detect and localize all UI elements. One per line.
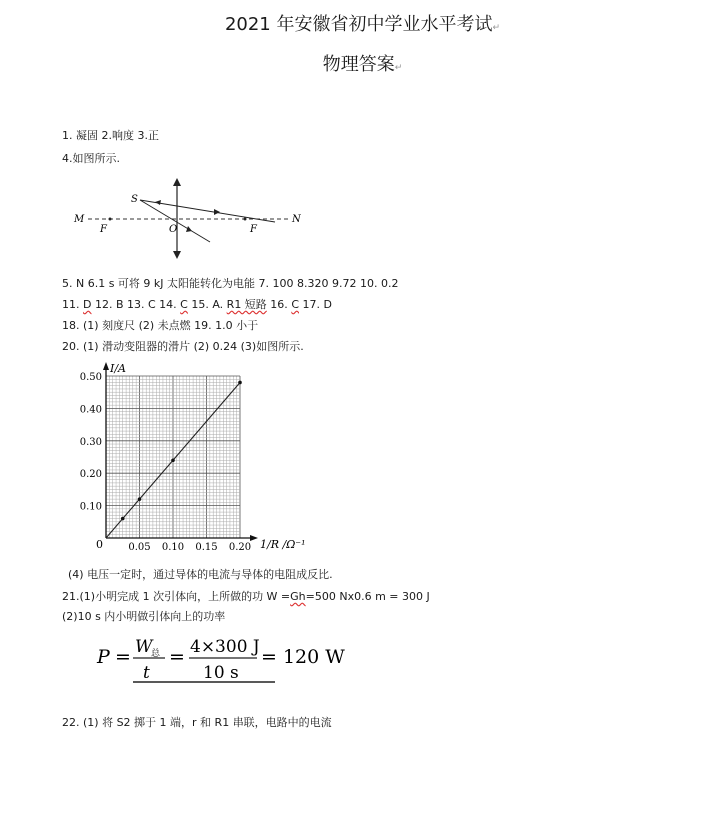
label-S: S — [131, 194, 138, 205]
x-axis-label: 1/R /Ω⁻¹ — [260, 538, 306, 551]
label-M: M — [74, 214, 85, 225]
formula-W: W — [135, 637, 153, 657]
formula-num: 4×300 J — [190, 637, 260, 657]
label-F-right: F — [250, 224, 257, 235]
answer-line-22: 22. (1) 将 S2 掷于 1 端，r 和 R1 串联，电路中的电流 — [62, 716, 332, 729]
answer-line-21-2: (2)10 s 内小明做引体向上的功率 — [62, 610, 226, 623]
data-point — [171, 458, 175, 462]
ray-arrow-2 — [186, 226, 192, 232]
data-point — [238, 381, 242, 385]
ray-refracted — [177, 206, 275, 222]
y-axis-arrow — [103, 362, 109, 370]
formula-result: = 120 W — [261, 646, 345, 668]
data-point — [138, 497, 142, 501]
x-axis-arrow — [250, 535, 258, 541]
current-vs-inverse-resistance-chart — [62, 358, 306, 558]
x-tick-label: 0.05 — [128, 542, 151, 553]
answer-line-20: 20. (1) 滑动变阻器的滑片 (2) 0.24 (3)如图所示. — [62, 340, 304, 353]
x-tick-label: 0.20 — [228, 542, 252, 553]
x-tick-label: 0.15 — [195, 542, 218, 553]
y-tick-label: 0.10 — [79, 501, 102, 513]
x-tick-label: 0.10 — [161, 542, 185, 553]
y-tick-label: 0.20 — [79, 469, 102, 481]
ray-diagram — [70, 172, 310, 262]
answer-line-1-3: 1. 凝固 2.响度 3.正 — [62, 129, 159, 142]
lens-top-arrow — [173, 178, 181, 186]
formula-den: 10 s — [203, 663, 239, 683]
chart-series — [106, 381, 242, 538]
formula-eq2: = — [169, 646, 185, 668]
answer-line-21-1: 21.(1)小明完成 1 次引体向，上所做的功 W =Gh=500 Nx0.6 m = 300 J — [62, 590, 430, 603]
answer-line-5-10: 5. N 6.1 s 可将 9 kJ 太阳能转化为电能 7. 100 8.320 9.72 10. 0.2 — [62, 277, 399, 290]
lens-bottom-arrow — [173, 251, 181, 259]
answer-line-11-17: 11. D 12. B 13. C 14. C 15. A. R1 短路 16. C 17. D — [62, 298, 332, 311]
label-F-left: F — [100, 224, 107, 235]
answer-line-4: 4.如图所示. — [62, 152, 120, 165]
y-tick-label: 0.50 — [79, 372, 102, 383]
y-tick-label: 0.40 — [79, 404, 102, 416]
page-subtitle: 物理答案↵ — [322, 54, 403, 75]
formula-P: P — [97, 646, 110, 668]
ray-through-center — [140, 200, 210, 242]
y-axis-label: I/A — [110, 362, 126, 375]
formula-eq1: = — [115, 646, 131, 668]
ray-arrow-1 — [214, 209, 220, 215]
answer-line-20-4: (4) 电压一定时，通过导体的电流与导体的电阻成反比. — [68, 568, 333, 581]
y-tick-label: 0.30 — [79, 436, 102, 448]
page-title: 2021 年安徽省初中学业水平考试↵ — [224, 14, 501, 35]
chart-grid — [106, 376, 240, 538]
answer-line-18-19: 18. (1) 刻度尺 (2) 未点燃 19. 1.0 小于 — [62, 319, 259, 332]
ray-arrow-3 — [155, 200, 161, 205]
origin-label: 0 — [96, 538, 103, 551]
data-point — [121, 517, 125, 521]
label-O: O — [169, 224, 178, 235]
label-N: N — [292, 214, 301, 225]
formula-t: t — [143, 663, 150, 683]
power-formula — [95, 628, 345, 688]
formula-W-sub: 总 — [151, 649, 161, 659]
